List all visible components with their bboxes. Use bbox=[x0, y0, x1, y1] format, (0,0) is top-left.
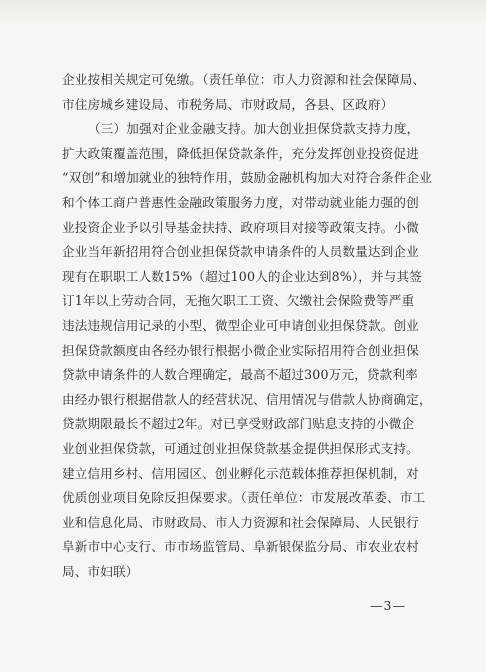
text-line: 业创业担保贷款，可通过创业担保贷款基金提供担保形式支持。 bbox=[62, 440, 419, 456]
text-line: 业投资企业予以引导基金扶持、政府项目对接等政策支持。小微 bbox=[62, 219, 419, 235]
text-line: 业和信息化局、市财政局、市人力资源和社会保障局、人民银行 bbox=[62, 514, 419, 530]
text-line: 企业当年新招用符合创业担保贷款申请条件的人员数量达到企业 bbox=[62, 244, 419, 260]
text-line: （三）加强对企业金融支持。加大创业担保贷款支持力度， bbox=[88, 121, 420, 137]
page-number: —3— bbox=[370, 598, 406, 613]
text-line: 市住房城乡建设局、市税务局、市财政局，各县、区政府） bbox=[62, 96, 394, 112]
text-line: “双创”和增加就业的独特作用，鼓励金融机构加大对符合条件企业 bbox=[62, 170, 432, 186]
text-line: 和个体工商户普惠性金融政策服务力度，对带动就业能力强的创 bbox=[62, 194, 419, 210]
text-line: 贷款期限最长不超过2年。对已享受财政部门贴息支持的小微企 bbox=[62, 416, 415, 432]
text-line: 扩大政策覆盖范围，降低担保贷款条件，充分发挥创业投资促进 bbox=[62, 145, 419, 161]
text-line: 担保贷款额度由各经办银行根据小微企业实际招用符合创业担保 bbox=[62, 342, 419, 358]
text-line: 现有在职职工人数15%（超过100人的企业达到8%），并与其签 bbox=[62, 268, 423, 284]
text-line: 企业按相关规定可免缴。（责任单位：市人力资源和社会保障局、 bbox=[62, 72, 426, 87]
text-line: 建立信用乡村、信用园区、创业孵化示范载体推荐担保机制，对 bbox=[62, 465, 419, 481]
text-line: 由经办银行根据借款人的经营状况、信用情况与借款人协商确定， bbox=[62, 391, 432, 407]
document-body bbox=[62, 68, 432, 584]
text-line: 贷款申请条件的人数合理确定，最高不超过300万元，贷款利率 bbox=[62, 367, 418, 383]
text-line: 局、市妇联） bbox=[62, 563, 139, 579]
text-line: 违法违规信用记录的小型、微型企业可申请创业担保贷款。创业 bbox=[62, 317, 419, 333]
text-line: 订1年以上劳动合同，无拖欠职工工资、欠缴社会保险费等严重 bbox=[62, 293, 415, 309]
text-line: 优质创业项目免除反担保要求。（责任单位：市发展改革委、市工 bbox=[62, 490, 426, 506]
scan-shadow bbox=[0, 0, 486, 24]
text-line: 阜新市中心支行、市市场监管局、阜新银保监分局、市农业农村 bbox=[62, 539, 419, 555]
